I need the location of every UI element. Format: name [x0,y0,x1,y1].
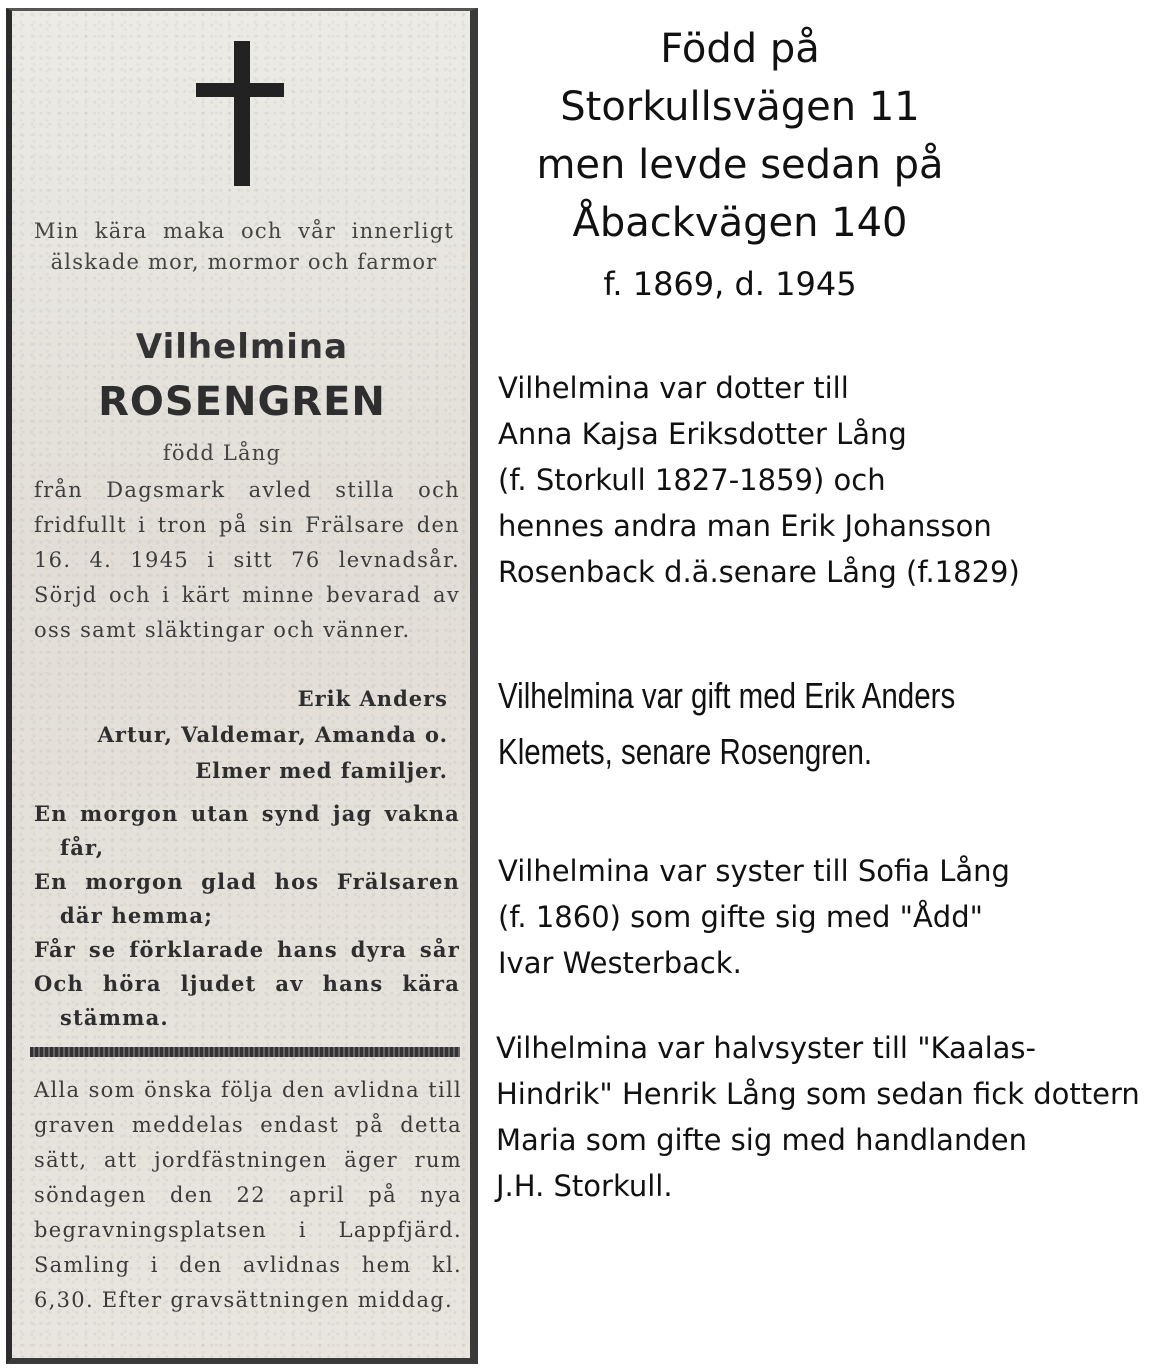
deceased-first-name: Vilhelmina [135,327,349,367]
note-line: Hindrik" Henrik Lång som sedan fick dottern [496,1077,1140,1111]
memorial-verse [34,797,460,1035]
deceased-last-name: ROSENGREN [98,379,386,425]
verse-line: En morgon utan synd jag vakna [34,801,460,826]
note-line: Vilhelmina var syster till Sofia Lång [498,854,1010,888]
note-line: Ivar Westerback. [498,946,742,980]
divider [30,1047,460,1057]
note-line: Rosenback d.ä.senare Lång (f.1829) [498,555,1020,589]
verse-line: Och höra ljudet av hans kära [34,971,460,996]
signature-line: Artur, Valdemar, Amanda o. [97,722,448,747]
funeral-notice: Alla som önska följa den avlidna till graven meddelas endast på detta sätt, att jordfästningen äger rum söndagen den 22 april på nya begravningsplatsen i Lappfjärd. Samling i den avlidnas hem kl. 6,30. Efter gravsättningen middag. [34,1078,462,1312]
verse-line: Får se förklarade hans dyra sår [34,937,460,962]
heading-line: Åbackvägen 140 [572,200,908,246]
note-line: Vilhelmina var dotter till [498,371,849,405]
obituary-clipping [6,8,478,1364]
heading-line: Storkullsvägen 11 [560,84,920,130]
parentage-note [498,365,1020,595]
verse-line: får, [60,835,105,860]
note-line: (f. 1860) som gifte sig med "Ådd" [498,900,983,934]
note-line: (f. Storkull 1827-1859) och [498,463,886,497]
obituary-intro: Min kära maka och vår innerligt älskade mor, mormor och farmor [34,219,454,274]
note-line: J.H. Storkull. [496,1169,673,1203]
note-line: Vilhelmina var halvsyster till "Kaalas- [496,1031,1036,1065]
signature-line: Elmer med familjer. [195,758,448,783]
note-line: hennes andra man Erik Johansson [498,509,992,543]
verse-line: En morgon glad hos Frälsaren [34,869,460,894]
note-line: Klemets, senare Rosengren. [498,731,873,772]
maiden-name: född Lång [162,441,282,465]
heading-line: men levde sedan på [536,142,944,188]
note-line: Vilhelmina var gift med Erik Anders [498,675,956,716]
obituary-body: från Dagsmark avled stilla och fridfullt i tron på sin Frälsare den 16. 4. 1945 i sitt 76 levnadsår. Sörjd och i kärt minne bevarad av oss samt släktingar och vänner. [34,478,460,642]
signature-line: Erik Anders [297,686,448,711]
note-line: Anna Kajsa Eriksdotter Lång [498,417,907,451]
residence-heading [500,20,980,252]
sibling-note [498,848,1010,986]
note-line: Maria som gifte sig med handlanden [496,1123,1027,1157]
heading-line: Född på [660,26,820,72]
verse-line: stämma. [60,1005,169,1030]
mourners-signature [28,681,448,789]
marriage-note [498,668,955,780]
cross-icon [12,41,470,191]
life-dates: f. 1869, d. 1945 [603,265,857,303]
half-sibling-note [496,1025,1140,1209]
verse-line: där hemma; [60,903,214,928]
